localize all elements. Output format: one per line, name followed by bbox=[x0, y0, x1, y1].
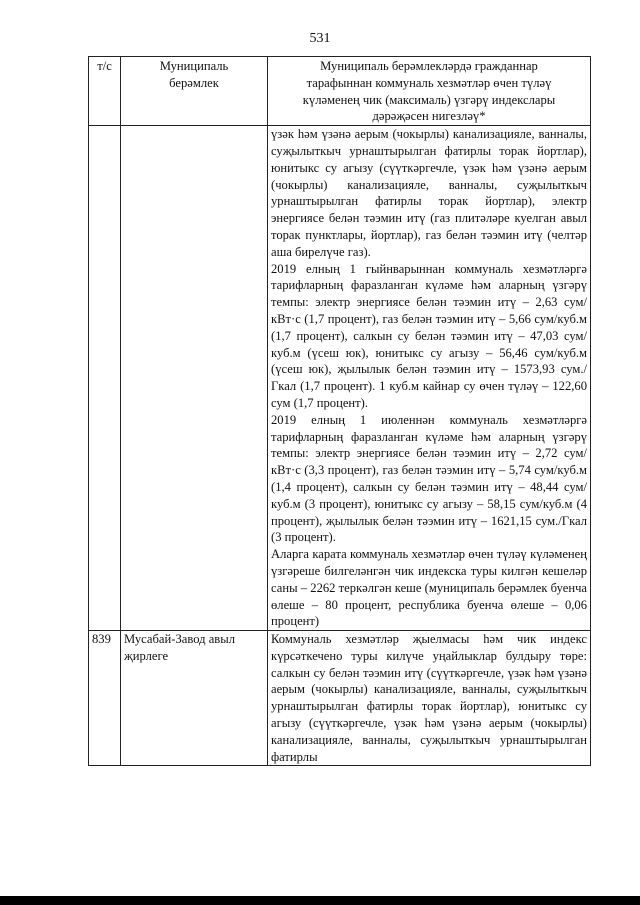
row-justification bbox=[268, 631, 591, 766]
paragraph: 2019 елның 1 гыйнварыннан коммуналь хезмәтләргә тарифларның фаразланган күләме һәм аларның үзгәрү темпы: электр энергиясе белән тәэмин итү – 2,63 сум/кВт·с (1,7 процент), газ белән тәэмин итү – 5,66 сум/куб.м (1,7 процент), салкын су белән тәэмин итү – 47,03 сум/куб.м (үсеш юк), юнитыкс су агызу – 56,46 сум/куб.м (үсеш юк), җылылык белән тәэмин итү – 1573,93 сум./Гкал (1,7 процент). 1 куб.м кайнар су өчен түләү – 122,60 сум (1,7 процент). bbox=[271, 261, 587, 410]
header-justification-line: дәрәҗәсен нигезләү* bbox=[372, 109, 486, 124]
page-number: 531 bbox=[309, 31, 331, 46]
row-justification bbox=[268, 126, 591, 631]
scan-edge-bar bbox=[0, 896, 640, 905]
header-municipality-line: Муниципаль bbox=[159, 59, 229, 73]
paragraph: үзәк һәм үзәнә аерым (чокырлы) канализацияле, ванналы, суҗылыткыч урнаштырылган фатирлы торак йортлар), юнитыкс су агызу (сүүткәргечле, үзәк һәм үзәнә аерым (чокырлы) канализацияле, ванналы, суҗылыткыч урнаштырылган фатирлы торак йортлар), электр энергиясе белән тәэмин итү (газ плитәләре куелган авыл торак пунктлары, йортлар), газ белән тәэмин итү (челтәр аша бирелүче газ). bbox=[271, 127, 587, 259]
row-number: 839 bbox=[89, 631, 121, 766]
header-number bbox=[89, 57, 121, 126]
header-justification-line: күләменең чик (максималь) үзгәрү индекслары bbox=[302, 92, 556, 107]
header-number-label: т/с bbox=[97, 59, 112, 73]
paragraph: Аларга карата коммуналь хезмәтләр өчен түләү күләменең үзгәреше билгеләнгән чик индекска туры килгән кешеләр саны – 2262 теркәлгән кеше (муниципаль берәмлек буенча өлеше – 80 процент, республика буенча өлеше – 0,06 процент) bbox=[271, 547, 587, 629]
table-header-row bbox=[89, 57, 591, 126]
header-justification bbox=[268, 57, 591, 126]
header-justification-line: Муниципаль берәмлекләрдә гражданнар bbox=[320, 59, 538, 73]
row-municipality bbox=[121, 126, 268, 631]
table-row bbox=[89, 126, 591, 631]
row-number bbox=[89, 126, 121, 631]
indices-table bbox=[88, 56, 591, 766]
row-municipality: Мусабай-Завод авыл җирлеге bbox=[121, 631, 268, 766]
paragraph: Коммуналь хезмәтләр җыелмасы һәм чик индекс күрсәткечено туры килүче уңайлыклар булдыру төре: салкын су белән тәэмин итү (сүүткәргечле, үзәк һәм үзәнә аерым (чокырлы) канализацияле, ванналы, суҗылыткыч урнаштырылган фатирлы торак йортлар), юнитыкс су агызу (сүүткәргечле, үзәк һәм үзәнә аерым (чокырлы) канализацияле, ванналы, суҗылыткыч урнаштырылган фатирлы bbox=[271, 632, 587, 764]
header-municipality-line: берәмлек bbox=[169, 75, 219, 90]
header-justification-line: тарафыннан коммуналь хезмәтләр өчен түләү bbox=[306, 75, 552, 90]
header-municipality bbox=[121, 57, 268, 126]
table-row bbox=[89, 631, 591, 766]
paragraph: 2019 елның 1 июленнән коммуналь хезмәтләргә тарифларның фаразланган күләме һәм аларның үзгәрү темпы: электр энергиясе белән тәэмин итү – 2,72 сум/кВт·с (3,3 процент), газ белән тәэмин итү – 5,74 сум/куб.м (1,4 процент), салкын су белән тәэмин итү – 48,44 сум/куб.м (3 процент), юнитыкс су агызу – 58,15 сум/куб.м (4 процент), җылылык белән тәэмин итү – 1621,15 сум./Гкал (3 процент). bbox=[271, 412, 587, 545]
